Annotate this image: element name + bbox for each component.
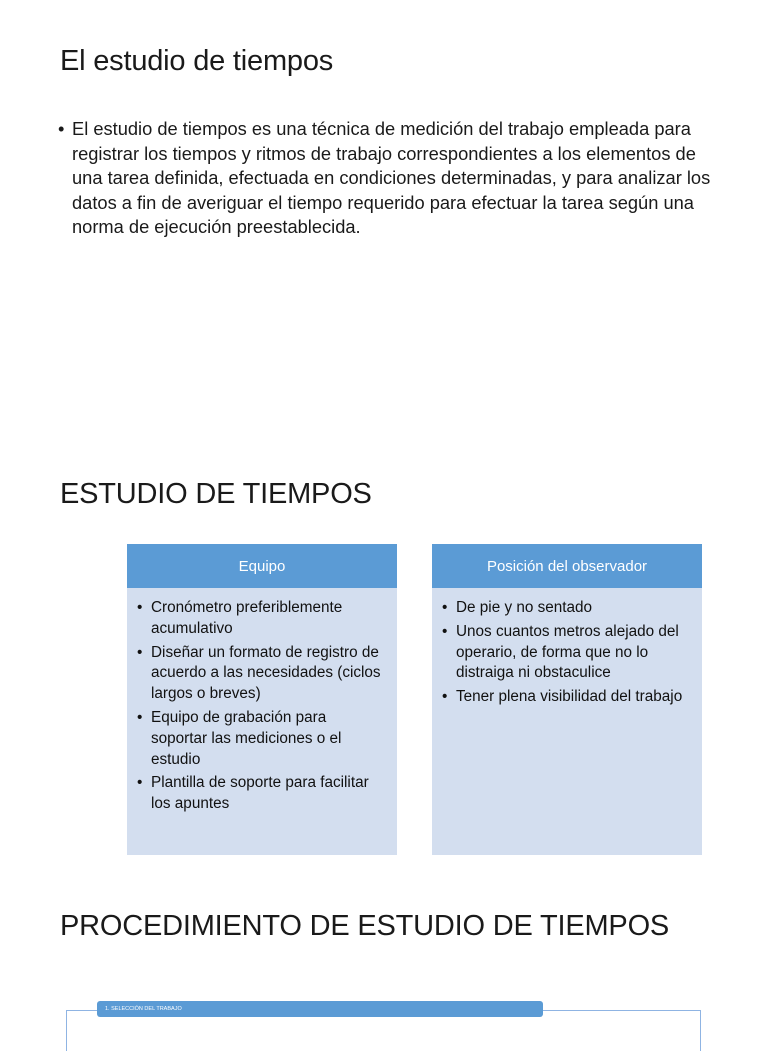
card-item: • Unos cuantos metros alejado del operario, de forma que no lo distraiga ni obstaculice: [442, 622, 690, 684]
card-header: Equipo: [127, 544, 397, 588]
card-header: Posición del observador: [432, 544, 702, 588]
card-item: • Plantilla de soporte para facilitar los apuntes: [137, 773, 385, 815]
card-list: [127, 588, 397, 815]
slide-title: El estudio de tiempos: [60, 45, 334, 77]
bullet-item: • El estudio de tiempos es una técnica de medición del trabajo empleada para registrar los tiempos y ritmos de trabajo correspondientes a los elementos de una tarea definida, efectuada en condiciones determinadas, y para analizar los datos a fin de averiguar el tiempo requerido para efectuar la tarea según una norma de ejecución preestablecida.: [58, 117, 718, 240]
slide-title: ESTUDIO DE TIEMPOS: [60, 478, 372, 510]
card-item: • De pie y no sentado: [442, 598, 690, 619]
observer-position-card: [432, 544, 702, 855]
card-list: [432, 588, 702, 708]
card-item: • Diseñar un formato de registro de acuerdo a las necesidades (ciclos largos o breves): [137, 643, 385, 705]
card-item: • Cronómetro preferiblemente acumulativo: [137, 598, 385, 640]
card-item: • Tener plena visibilidad del trabajo: [442, 687, 690, 708]
slide-title: PROCEDIMIENTO DE ESTUDIO DE TIEMPOS: [60, 910, 670, 942]
process-step-bar: 1. SELECCIÓN DEL TRABAJO: [97, 1001, 543, 1017]
card-item: • Equipo de grabación para soportar las mediciones o el estudio: [137, 708, 385, 770]
equipment-card: [127, 544, 397, 855]
bullet-list: [58, 117, 718, 240]
